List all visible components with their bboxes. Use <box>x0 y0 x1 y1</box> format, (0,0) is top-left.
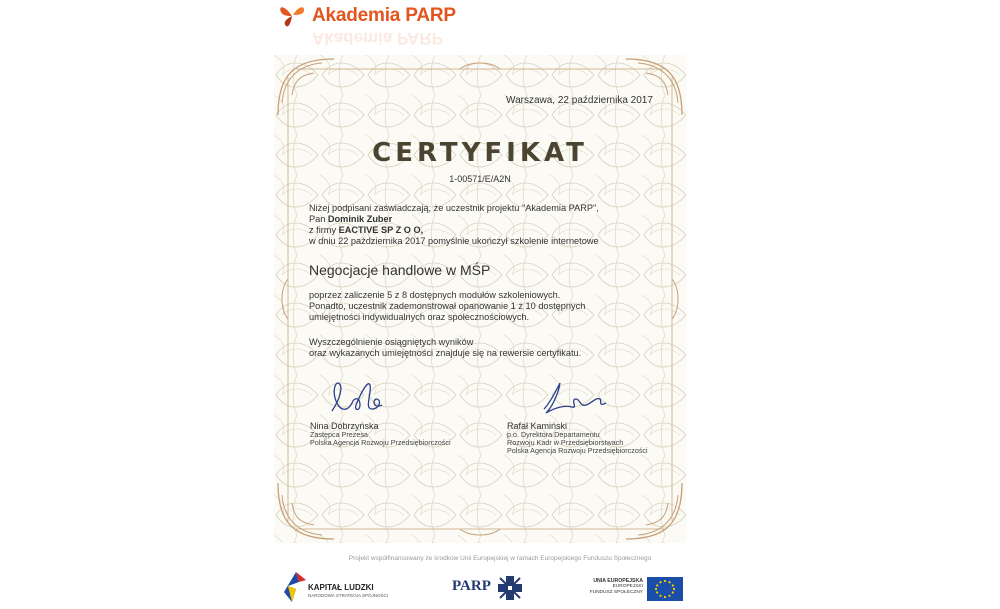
butterfly-logo-icon <box>278 2 308 28</box>
logo-text: Akademia PARP <box>312 5 456 26</box>
intro-text: Niżej podpisani zaświadczają, że uczestnik projektu "Akademia PARP", Pan Dominik Zuber z firmy EACTIVE SP Z O O, w dniu 22 października 2017 pomyślnie ukończył szkolenie internetowe <box>309 203 599 246</box>
company-name: EACTIVE SP Z O O, <box>338 225 424 235</box>
course-title: Negocjacje handlowe w MŚP <box>309 262 491 278</box>
signature-right <box>536 377 616 417</box>
reverse-note-text: Wyszczególnienie osiągniętych wyników oraz wykazanych umiejętności znajduje się na rewersie certyfikatu. <box>309 337 582 358</box>
eu-flag-icon <box>647 577 683 601</box>
signatory-left: Nina Dobrzyńska Zastępca Prezesa Polska Agencja Rozwoju Przedsiębiorczości <box>310 421 451 447</box>
signature-left <box>326 375 396 420</box>
certificate-number: 1-00571/E/A2N <box>449 174 511 184</box>
signatory-right: Rafał Kamiński p.o. Dyrektora Departamentu Rozwoju Kadr w Przedsiębiorstwach Polska Agencja Rozwoju Przedsiębiorczości <box>507 421 648 455</box>
certificate-date: Warszawa, 22 października 2017 <box>506 95 653 106</box>
certificate <box>274 55 686 543</box>
parp-cross-icon <box>498 576 522 600</box>
eu-logo: UNIA EUROPEJSKA EUROPEJSKI FUNDUSZ SPOŁECZNY <box>588 575 683 603</box>
kl-star-icon <box>282 572 306 602</box>
cofinancing-note: Projekt współfinansowany ze środków Unii Europejskiej w ramach Europejskiego Funduszu Społecznego <box>348 555 652 562</box>
participant-name: Dominik Zuber <box>327 214 393 224</box>
akademia-parp-logo <box>278 2 508 28</box>
kapital-ludzki-logo: KAPITAŁ LUDZKI NARODOWA STRATEGIA SPÓJNOŚCI <box>282 572 392 602</box>
parp-logo: PARP <box>452 575 527 601</box>
certificate-title: CERTYFIKAT <box>372 138 588 168</box>
logo-reflection: Akademia PARP <box>312 29 444 48</box>
results-text: poprzez zaliczenie 5 z 8 dostępnych modułów szkoleniowych. Ponadto, uczestnik zademonstrował opanowanie 1 z 10 dostępnych umiejętności indywidualnych oraz społecznościowych. <box>309 290 586 322</box>
